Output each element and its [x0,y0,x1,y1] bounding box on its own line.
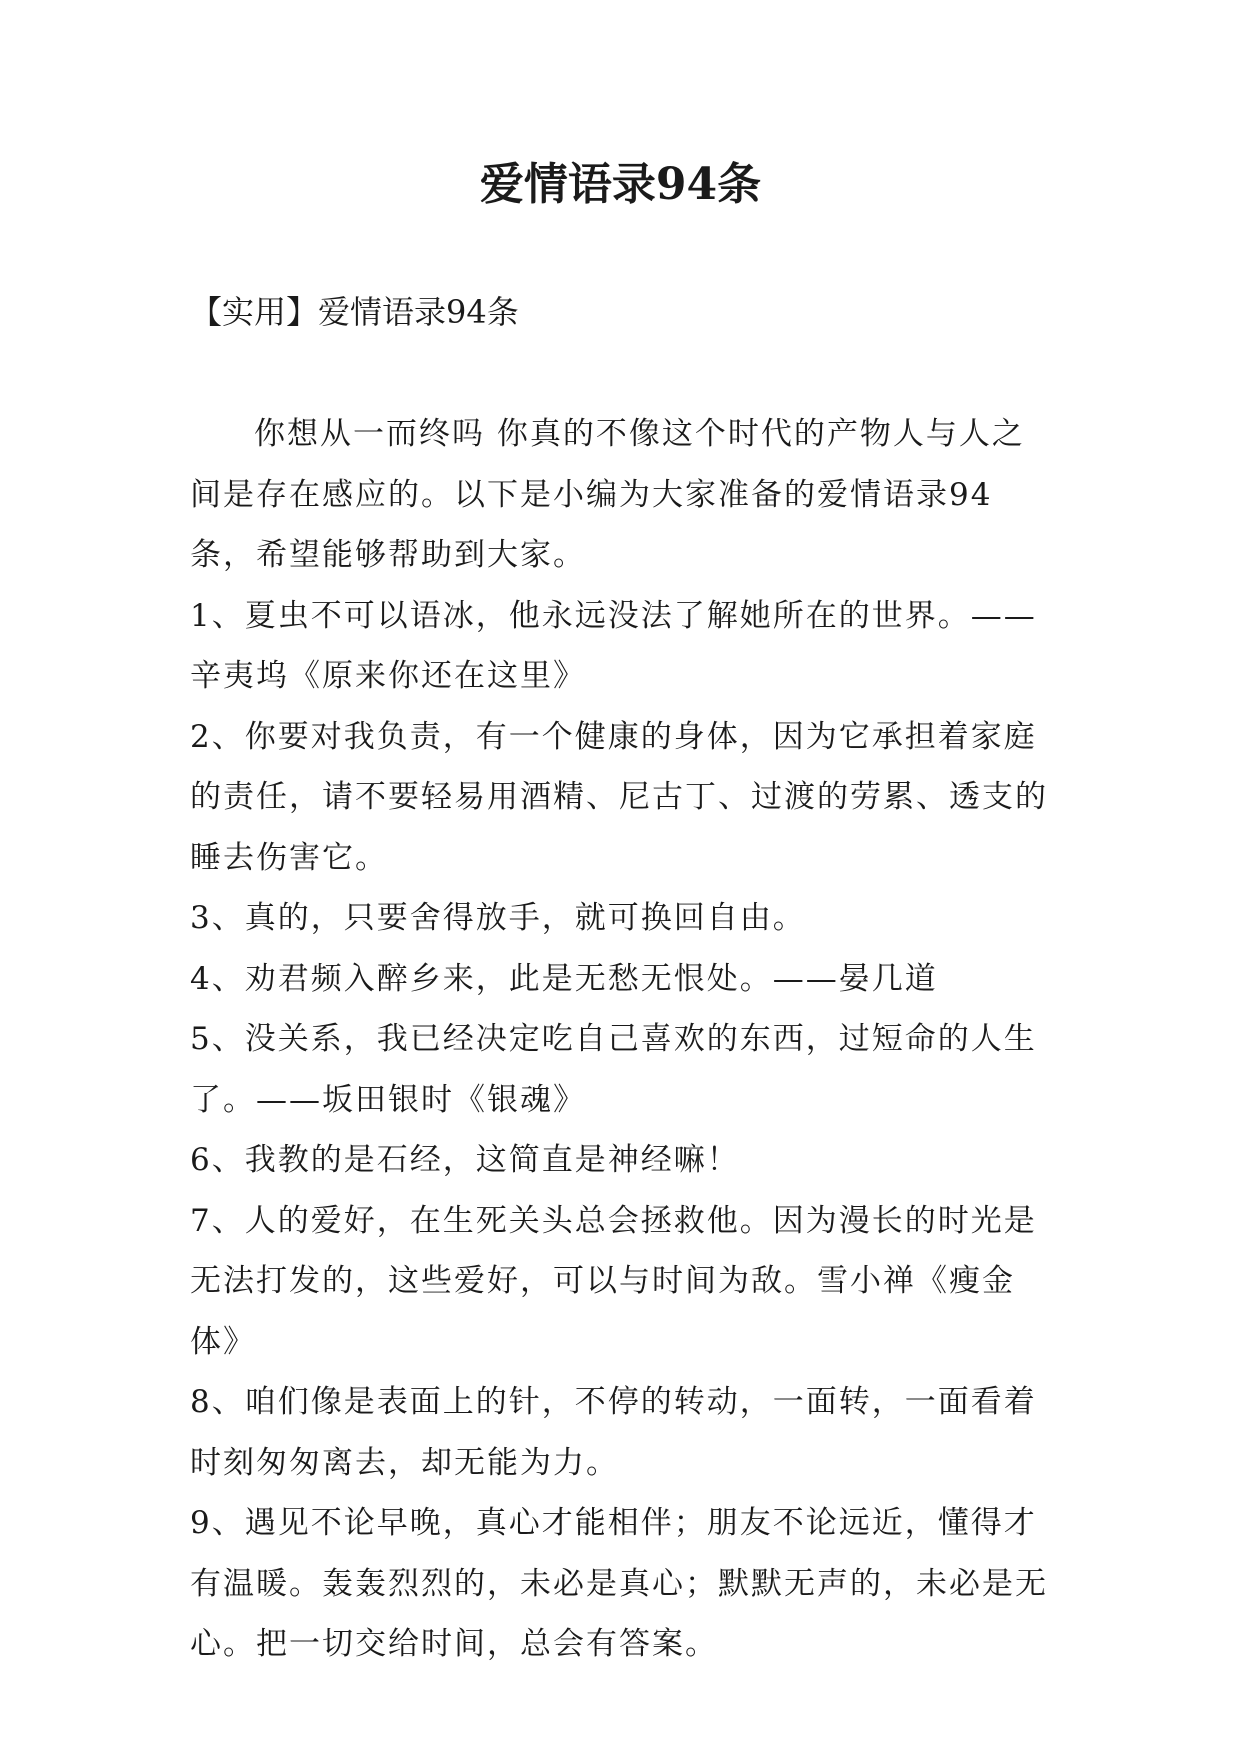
quote-item-5: 5、没关系，我已经决定吃自己喜欢的东西，过短命的人生了。——坂田银时《银魂》 [190,1021,1037,1118]
document-body [190,404,1052,1675]
quote-item-2: 2、你要对我负责，有一个健康的身体，因为它承担着家庭的责任，请不要轻易用酒精、尼古丁、过渡的劳累、透支的睡去伤害它。 [190,718,1048,876]
quote-item-9: 9、遇见不论早晚，真心才能相伴；朋友不论远近，懂得才有温暖。轰轰烈烈的，未必是真心；默默无声的，未必是无心。把一切交给时间，总会有答案。 [190,1505,1048,1662]
document-title: 爱情语录94条 [479,159,762,210]
quote-item-1: 1、夏虫不可以语冰，他永远没法了解她所在的世界。——辛夷坞《原来你还在这里》 [190,597,1037,694]
quote-item-6: 6、我教的是石经，这简直是神经嘛！ [190,1142,740,1178]
quote-item-4: 4、劝君频入醉乡来，此是无愁无恨处。——晏几道 [190,960,938,997]
document-subtitle: 【实用】爱情语录94条 [190,293,519,331]
intro-paragraph: 你想从一而终吗 你真的不像这个时代的产物人与人之间是存在感应的。以下是小编为大家准备的爱情语录94条，希望能够帮助到大家。 [190,416,1025,573]
quote-item-3: 3、真的，只要舍得放手，就可换回自由。 [190,900,806,936]
quote-item-8: 8、咱们像是表面上的针，不停的转动，一面转，一面看着时刻匆匆离去，却无能为力。 [190,1384,1037,1481]
quote-item-7: 7、人的爱好，在生死关头总会拯救他。因为漫长的时光是无法打发的，这些爱好，可以与时间为敌。雪小禅《瘦金体》 [190,1202,1037,1360]
